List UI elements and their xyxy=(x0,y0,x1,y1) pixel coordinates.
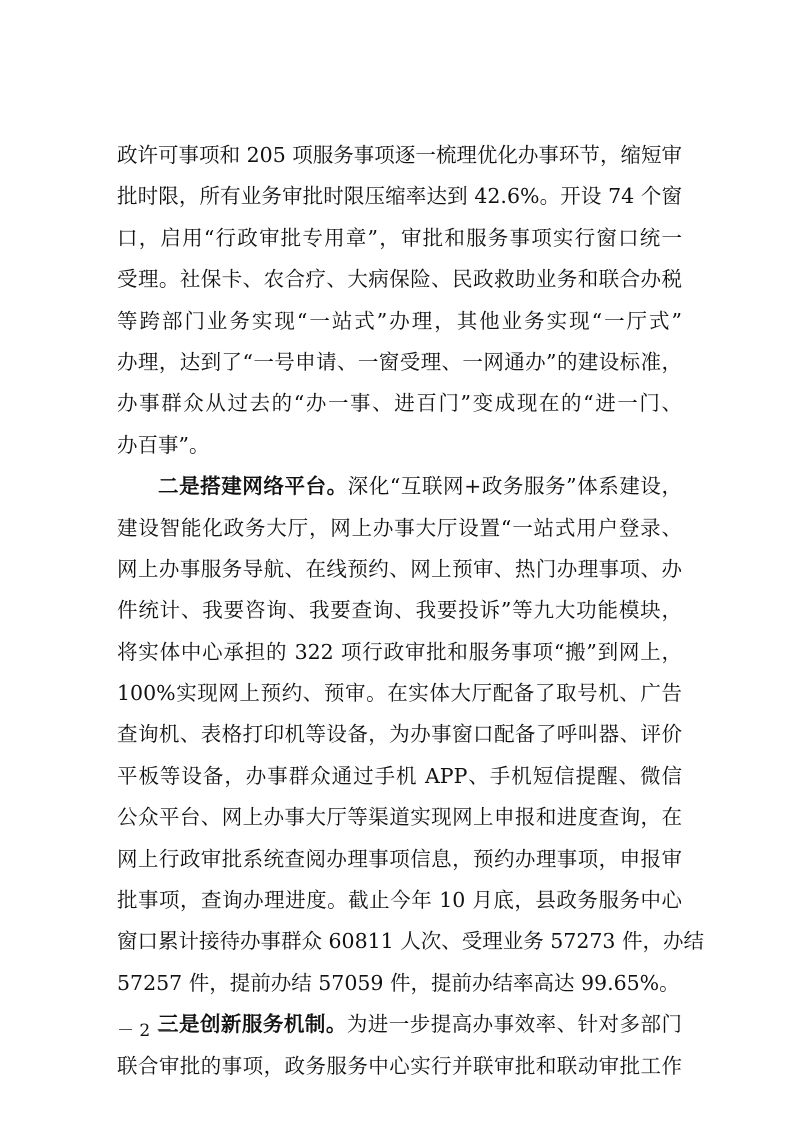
paragraph-first-line xyxy=(117,1004,682,1045)
text-line: 联合审批的事项，政务服务中心实行并联审批和联动审批工作 xyxy=(117,1053,682,1078)
text-line: 办事群众从过去的“办一事、进百门”变成现在的“进一门、 xyxy=(117,391,682,416)
body-text xyxy=(117,135,704,1087)
text-line: 办百事”。 xyxy=(117,432,210,457)
text-segment: 深化“互联网+政务服务”体系建设， xyxy=(347,474,682,499)
text-line: 办理，达到了“一号申请、一窗受理、一网通办”的建设标准， xyxy=(117,349,682,374)
text-line: 等跨部门业务实现“一站式”办理，其他业务实现“一厅式” xyxy=(117,308,682,333)
text-line: 批时限，所有业务审批时限压缩率达到 42.6%。开设 74 个窗 xyxy=(117,184,682,209)
text-line: 将实体中心承担的 322 项行政审批和服务事项“搬”到网上， xyxy=(117,639,682,664)
text-line: 网上办事服务导航、在线预约、网上预审、热门办理事项、办 xyxy=(117,556,682,581)
text-line: 网上行政审批系统查阅办理事项信息，预约办理事项，申报审 xyxy=(117,846,682,871)
text-line: 批事项，查询办理进度。截止今年 10 月底，县政务服务中心 xyxy=(117,888,682,913)
text-line: 口，启用“行政审批专用章”，审批和服务事项实行窗口统一 xyxy=(117,225,682,250)
text-line: 受理。社保卡、农合疗、大病保险、民政救助业务和联合办税 xyxy=(117,267,682,292)
text-line: 平板等设备，办事群众通过手机 APP、手机短信提醒、微信 xyxy=(117,763,682,788)
text-line: 建设智能化政务大厅，网上办事大厅设置“一站式用户登录、 xyxy=(117,515,682,540)
paragraph-first-line xyxy=(117,466,682,507)
paragraph-2 xyxy=(117,466,704,1004)
text-segment: 为进一步提高办事效率、针对多部门 xyxy=(346,1012,682,1037)
text-line: 件统计、我要咨询、我要查询、我要投诉”等九大功能模块， xyxy=(117,598,682,623)
text-line: 政许可事项和 205 项服务事项逐一梳理优化办事环节，缩短审 xyxy=(117,143,682,167)
page-number: － 2 － xyxy=(117,1021,173,1041)
text-line: 100%实现网上预约、预审。在实体大厅配备了取号机、广告 xyxy=(117,681,682,706)
paragraph-3 xyxy=(117,1004,682,1087)
paragraph-heading: 二是搭建网络平台。 xyxy=(158,474,348,499)
text-line: 窗口累计接待办事群众 60811 人次、受理业务 57273 件，办结 xyxy=(117,929,704,954)
text-line: 公众平台、网上办事大厅等渠道实现网上申报和进度查询，在 xyxy=(117,805,682,830)
text-line: 查询机、表格打印机等设备，为办事窗口配备了呼叫器、评价 xyxy=(117,722,682,747)
text-line: 57257 件，提前办结 57059 件，提前办结率高达 99.65%。 xyxy=(117,970,680,995)
paragraph-1 xyxy=(117,135,682,466)
paragraph-heading: 三是创新服务机制。 xyxy=(158,1012,347,1037)
